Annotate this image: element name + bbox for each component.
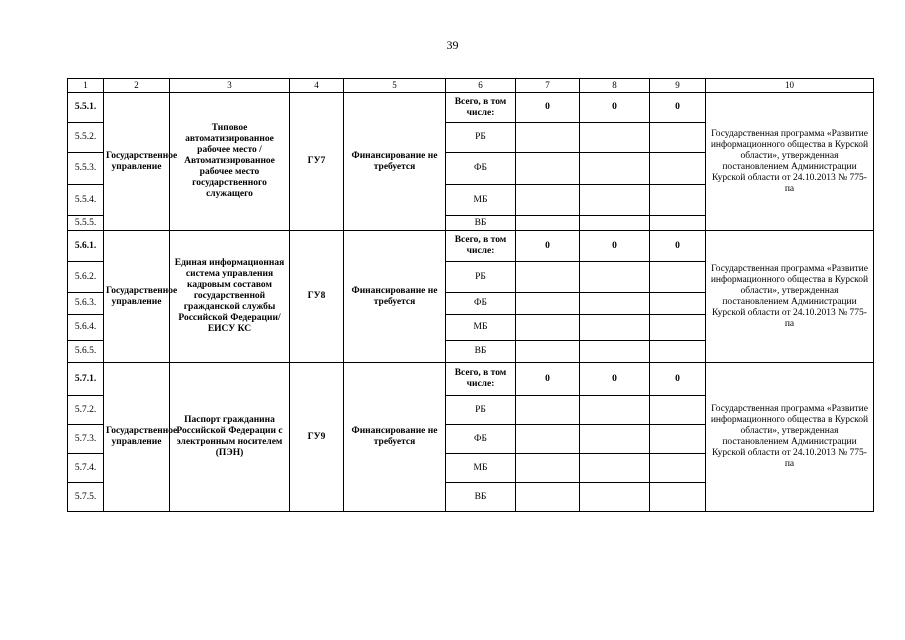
row-number: 5.6.3. xyxy=(68,293,104,315)
value-cell-v9 xyxy=(650,341,706,363)
value-cell-v9 xyxy=(650,396,706,425)
value-cell-v7: 0 xyxy=(516,363,580,396)
value-cell-v7 xyxy=(516,293,580,315)
budget-source-label: ВБ xyxy=(446,216,516,231)
value-cell-v8 xyxy=(580,123,650,153)
financing-cell: Финансирование не требуется xyxy=(344,93,446,231)
value-cell-v8 xyxy=(580,315,650,341)
row-number: 5.6.5. xyxy=(68,341,104,363)
value-cell-v8 xyxy=(580,454,650,483)
direction-cell: Государственное управление xyxy=(104,231,170,363)
value-cell-v9: 0 xyxy=(650,363,706,396)
value-cell-v8: 0 xyxy=(580,363,650,396)
value-cell-v9 xyxy=(650,262,706,293)
value-cell-v7 xyxy=(516,483,580,512)
row-number: 5.6.4. xyxy=(68,315,104,341)
value-cell-v8 xyxy=(580,216,650,231)
value-cell-v9 xyxy=(650,315,706,341)
row-number: 5.5.1. xyxy=(68,93,104,123)
value-cell-v7 xyxy=(516,185,580,216)
value-cell-v8 xyxy=(580,396,650,425)
value-cell-v8: 0 xyxy=(580,231,650,262)
program-reference-cell: Государственная программа «Развитие информационного общества в Курской области», утвержденная постановлением Администрации Курской области от 24.10.2013 № 775-па xyxy=(706,93,874,231)
table-body xyxy=(68,79,874,512)
code-cell: ГУ9 xyxy=(290,363,344,512)
direction-cell: Государственное управление xyxy=(104,363,170,512)
value-cell-v9 xyxy=(650,216,706,231)
header-col-7: 7 xyxy=(516,79,580,93)
value-cell-v9 xyxy=(650,153,706,185)
program-table xyxy=(67,78,874,512)
direction-cell: Государственное управление xyxy=(104,93,170,231)
budget-source-label: РБ xyxy=(446,123,516,153)
financing-cell: Финансирование не требуется xyxy=(344,363,446,512)
value-cell-v7 xyxy=(516,454,580,483)
row-number: 5.7.2. xyxy=(68,396,104,425)
value-cell-v8 xyxy=(580,483,650,512)
value-cell-v7 xyxy=(516,262,580,293)
budget-source-label: РБ xyxy=(446,396,516,425)
row-number: 5.5.5. xyxy=(68,216,104,231)
row-number: 5.6.1. xyxy=(68,231,104,262)
table-row xyxy=(68,363,874,396)
budget-source-label: ВБ xyxy=(446,483,516,512)
budget-source-label: ВБ xyxy=(446,341,516,363)
code-cell: ГУ8 xyxy=(290,231,344,363)
value-cell-v7 xyxy=(516,216,580,231)
value-cell-v9 xyxy=(650,425,706,454)
budget-source-label: ФБ xyxy=(446,153,516,185)
table-row xyxy=(68,231,874,262)
header-col-9: 9 xyxy=(650,79,706,93)
header-col-5: 5 xyxy=(344,79,446,93)
system-name-cell: Паспорт гражданина Российской Федерации с электронным носителем (ПЭН) xyxy=(170,363,290,512)
budget-source-label: МБ xyxy=(446,185,516,216)
value-cell-v8 xyxy=(580,341,650,363)
program-reference-cell: Государственная программа «Развитие информационного общества в Курской области», утвержденная постановлением Администрации Курской области от 24.10.2013 № 775-па xyxy=(706,363,874,512)
budget-source-label: МБ xyxy=(446,315,516,341)
value-cell-v9 xyxy=(650,483,706,512)
value-cell-v9 xyxy=(650,454,706,483)
value-cell-v7 xyxy=(516,396,580,425)
value-cell-v8 xyxy=(580,262,650,293)
value-cell-v8 xyxy=(580,425,650,454)
header-col-4: 4 xyxy=(290,79,344,93)
row-number: 5.7.1. xyxy=(68,363,104,396)
value-cell-v9 xyxy=(650,293,706,315)
value-cell-v9: 0 xyxy=(650,93,706,123)
row-number: 5.7.3. xyxy=(68,425,104,454)
row-number: 5.7.5. xyxy=(68,483,104,512)
header-col-1: 1 xyxy=(68,79,104,93)
budget-source-label: Всего, в том числе: xyxy=(446,363,516,396)
budget-source-label: ФБ xyxy=(446,425,516,454)
value-cell-v7 xyxy=(516,341,580,363)
header-col-10: 10 xyxy=(706,79,874,93)
budget-source-label: Всего, в том числе: xyxy=(446,93,516,123)
row-number: 5.5.3. xyxy=(68,153,104,185)
row-number: 5.7.4. xyxy=(68,454,104,483)
budget-source-label: РБ xyxy=(446,262,516,293)
system-name-cell: Единая информационная система управления кадровым составом государственной гражданской службы Российской Федерации/ ЕИСУ КС xyxy=(170,231,290,363)
value-cell-v7 xyxy=(516,153,580,185)
budget-source-label: Всего, в том числе: xyxy=(446,231,516,262)
header-row xyxy=(68,79,874,93)
value-cell-v8 xyxy=(580,153,650,185)
value-cell-v7: 0 xyxy=(516,93,580,123)
value-cell-v7 xyxy=(516,425,580,454)
value-cell-v7 xyxy=(516,315,580,341)
system-name-cell: Типовое автоматизированное рабочее место / Автоматизированное рабочее место государственного служащего xyxy=(170,93,290,231)
value-cell-v9 xyxy=(650,123,706,153)
code-cell: ГУ7 xyxy=(290,93,344,231)
row-number: 5.5.2. xyxy=(68,123,104,153)
value-cell-v7 xyxy=(516,123,580,153)
header-col-3: 3 xyxy=(170,79,290,93)
row-number: 5.5.4. xyxy=(68,185,104,216)
header-col-2: 2 xyxy=(104,79,170,93)
budget-source-label: МБ xyxy=(446,454,516,483)
value-cell-v8 xyxy=(580,185,650,216)
budget-source-label: ФБ xyxy=(446,293,516,315)
financing-cell: Финансирование не требуется xyxy=(344,231,446,363)
value-cell-v8 xyxy=(580,293,650,315)
program-reference-cell: Государственная программа «Развитие информационного общества в Курской области», утвержденная постановлением Администрации Курской области от 24.10.2013 № 775-па xyxy=(706,231,874,363)
value-cell-v7: 0 xyxy=(516,231,580,262)
value-cell-v8: 0 xyxy=(580,93,650,123)
value-cell-v9: 0 xyxy=(650,231,706,262)
page-number: 39 xyxy=(446,38,459,52)
table-row xyxy=(68,93,874,123)
header-col-8: 8 xyxy=(580,79,650,93)
value-cell-v9 xyxy=(650,185,706,216)
header-col-6: 6 xyxy=(446,79,516,93)
row-number: 5.6.2. xyxy=(68,262,104,293)
